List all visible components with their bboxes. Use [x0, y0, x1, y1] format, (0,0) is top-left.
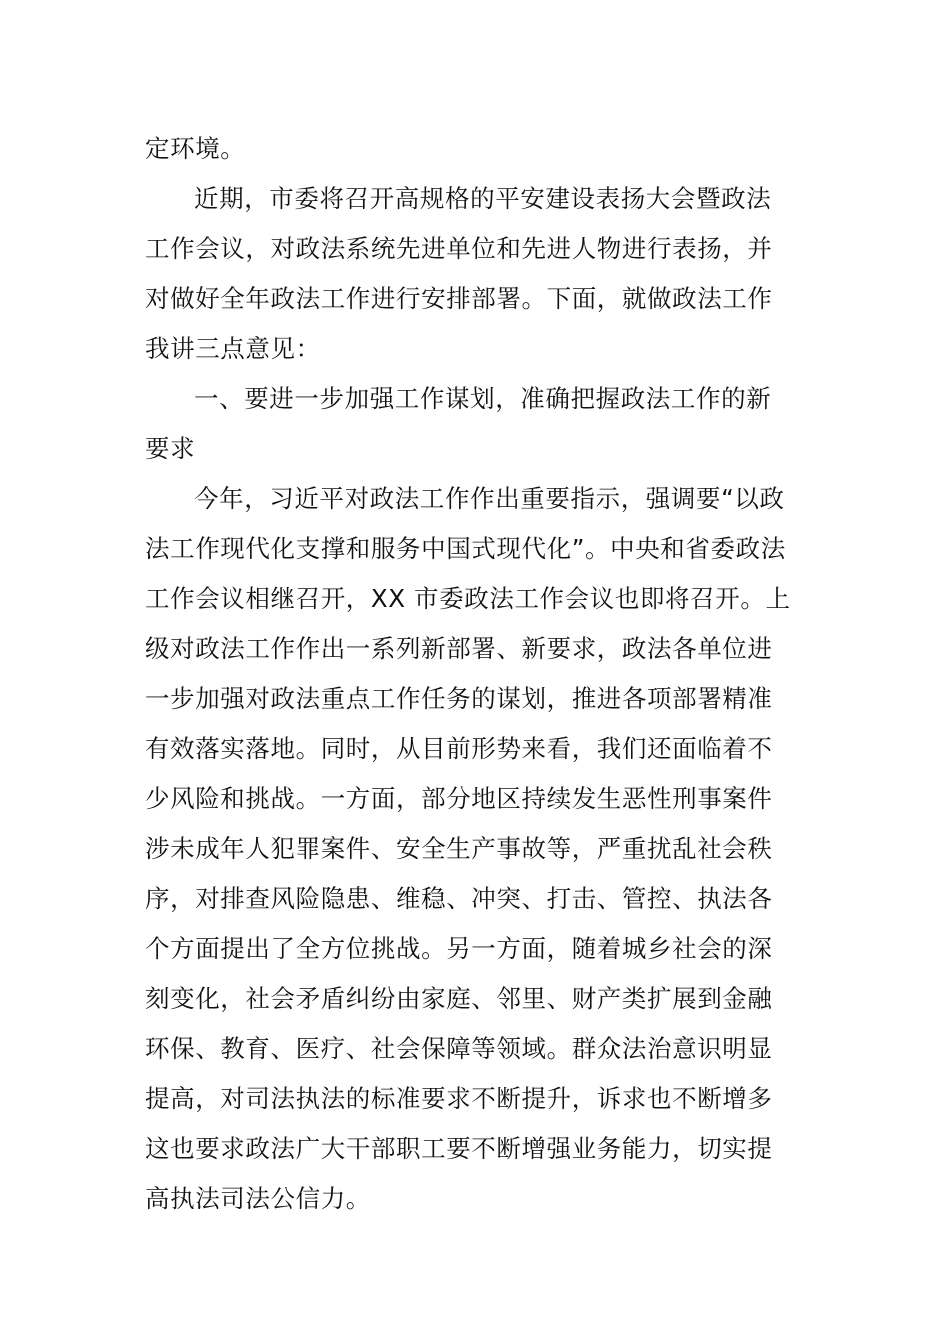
- text-line: 个方面提出了全方位挑战。另一方面，随着城乡社会的深: [145, 934, 773, 963]
- text-line: 序，对排查风险隐患、维稳、冲突、打击、管控、执法各: [145, 884, 773, 913]
- text-line: 刻变化，社会矛盾纠纷由家庭、邻里、财产类扩展到金融: [145, 984, 773, 1013]
- text-line: 这也要求政法广大干部职工要不断增强业务能力，切实提: [145, 1134, 773, 1163]
- section-heading-line: 要求: [145, 434, 196, 463]
- text-line: 高执法司法公信力。: [145, 1184, 371, 1213]
- text-line: 一步加强对政法重点工作任务的谋划，推进各项部署精准: [145, 684, 773, 713]
- text-line: 定环境。: [145, 134, 246, 163]
- section-heading-line: 一、要进一步加强工作谋划，准确把握政法工作的新: [194, 384, 772, 413]
- text-line: 工作会议相继召开，XX 市委政法工作会议也即将召开。上: [145, 584, 791, 613]
- text-line: 对做好全年政法工作进行安排部署。下面，就做政法工作: [145, 284, 773, 313]
- text-line: 提高，对司法执法的标准要求不断提升，诉求也不断增多: [145, 1084, 773, 1113]
- text-line: 我讲三点意见：: [145, 334, 321, 363]
- text-line: 环保、教育、医疗、社会保障等领域。群众法治意识明显: [145, 1034, 773, 1063]
- text-line: 有效落实落地。同时，从目前形势来看，我们还面临着不: [145, 734, 773, 763]
- paragraph-start-line: 今年，习近平对政法工作作出重要指示，强调要“以政: [194, 484, 785, 513]
- text-line: 工作会议，对政法系统先进单位和先进人物进行表扬，并: [145, 234, 773, 263]
- text-line: 法工作现代化支撑和服务中国式现代化”。中央和省委政法: [145, 534, 786, 563]
- text-line: 级对政法工作作出一系列新部署、新要求，政法各单位进: [145, 634, 773, 663]
- paragraph-start-line: 近期，市委将召开高规格的平安建设表扬大会暨政法: [194, 184, 772, 213]
- text-line: 少风险和挑战。一方面，部分地区持续发生恶性刑事案件: [145, 784, 773, 813]
- text-line: 涉未成年人犯罪案件、安全生产事故等，严重扰乱社会秩: [145, 834, 773, 863]
